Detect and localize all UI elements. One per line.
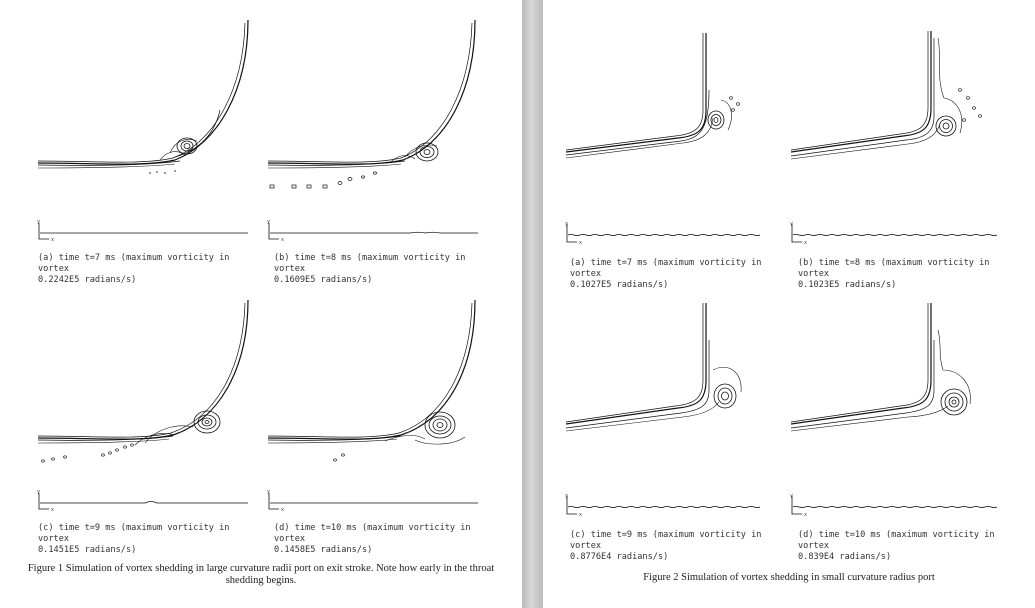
fig2-panel-c-axis <box>563 492 768 520</box>
caption-label: (c) time t=9 ms (maximum vorticity in vortex <box>38 523 230 544</box>
caption-value: 0.1023E5 radians/s) <box>798 280 897 290</box>
axis-x-glyph: x <box>804 512 808 518</box>
axis-y-glyph: y <box>267 489 271 495</box>
axis-y-glyph: y <box>565 493 569 499</box>
axis-y-glyph: y <box>790 493 794 499</box>
fig2-panel-b-plot <box>788 28 1008 173</box>
vorticity-contour-plot <box>35 15 250 190</box>
wall-strip-plot <box>788 220 1008 248</box>
wall-strip-plot <box>265 485 480 515</box>
document-page-right <box>543 0 1035 608</box>
fig1-panel-c-caption <box>38 523 258 556</box>
fig1-panel-c-plot <box>35 295 250 475</box>
caption-value: 0.1027E5 radians/s) <box>570 280 669 290</box>
axis-x-glyph: x <box>804 240 808 246</box>
figure-1-caption <box>8 563 514 587</box>
axis-x-glyph: x <box>579 512 583 518</box>
fig2-panel-d-axis <box>788 492 1008 520</box>
caption-line: shedding begins. <box>225 575 297 586</box>
fig2-panel-a-caption <box>570 258 790 291</box>
fig2-panel-a-axis <box>563 220 768 248</box>
wall-strip-plot <box>563 220 768 248</box>
axis-y-glyph: y <box>267 219 271 225</box>
axis-y-glyph: y <box>565 221 569 227</box>
fig1-panel-a-caption <box>38 253 258 286</box>
fig2-panel-a-plot <box>563 30 763 170</box>
fig1-panel-b-caption <box>274 253 494 286</box>
page-gutter <box>522 0 543 608</box>
fig2-panel-d-plot <box>788 300 1008 445</box>
caption-value: 0.839E4 radians/s) <box>798 552 892 562</box>
caption-label: (c) time t=9 ms (maximum vorticity in vortex <box>570 530 762 551</box>
vorticity-contour-plot <box>265 15 480 195</box>
vorticity-contour-plot <box>35 295 250 475</box>
vorticity-contour-plot <box>788 28 1008 173</box>
wall-strip-plot <box>563 492 768 520</box>
caption-line: Figure 2 Simulation of vortex shedding in small curvature radius port <box>643 572 935 583</box>
fig1-panel-d-plot <box>265 295 480 475</box>
axis-y-glyph: y <box>37 219 41 225</box>
vorticity-contour-plot <box>563 300 763 445</box>
fig1-panel-c-axis <box>35 485 250 515</box>
caption-value: 0.1458E5 radians/s) <box>274 545 373 555</box>
caption-label: (b) time t=8 ms (maximum vorticity in vortex <box>274 253 466 274</box>
wall-strip-plot <box>788 492 1008 520</box>
fig1-panel-d-caption <box>274 523 494 556</box>
vorticity-contour-plot <box>563 30 763 170</box>
caption-value: 0.8776E4 radians/s) <box>570 552 669 562</box>
fig1-panel-b-plot <box>265 15 480 195</box>
axis-y-glyph: y <box>790 221 794 227</box>
axis-x-glyph: x <box>51 507 55 513</box>
wall-strip-plot <box>35 215 250 245</box>
caption-value: 0.1451E5 radians/s) <box>38 545 137 555</box>
caption-label: (a) time t=7 ms (maximum vorticity in vortex <box>570 258 762 279</box>
caption-label: (a) time t=7 ms (maximum vorticity in vortex <box>38 253 230 274</box>
caption-value: 0.2242E5 radians/s) <box>38 275 137 285</box>
wall-strip-plot <box>265 215 480 245</box>
fig1-panel-a-plot <box>35 15 250 190</box>
axis-x-glyph: x <box>51 237 55 243</box>
caption-value: 0.1609E5 radians/s) <box>274 275 373 285</box>
figure-2-caption <box>543 572 1035 584</box>
vorticity-contour-plot <box>265 295 480 475</box>
fig2-panel-c-plot <box>563 300 763 445</box>
fig2-panel-d-caption <box>798 530 1018 563</box>
caption-label: (b) time t=8 ms (maximum vorticity in vortex <box>798 258 990 279</box>
caption-line: Figure 1 Simulation of vortex shedding in large curvature radii port on exit stroke. Note how early in the throat <box>27 563 495 574</box>
fig2-panel-b-caption <box>798 258 1018 291</box>
axis-x-glyph: x <box>579 240 583 246</box>
caption-label: (d) time t=10 ms (maximum vorticity in vortex <box>274 523 471 544</box>
axis-x-glyph: x <box>281 507 285 513</box>
fig2-panel-b-axis <box>788 220 1008 248</box>
fig1-panel-b-axis <box>265 215 480 245</box>
axis-y-glyph: y <box>37 489 41 495</box>
vorticity-contour-plot <box>788 300 1008 445</box>
axis-x-glyph: x <box>281 237 285 243</box>
fig2-panel-c-caption <box>570 530 790 563</box>
fig1-panel-d-axis <box>265 485 480 515</box>
fig1-panel-a-axis <box>35 215 250 245</box>
caption-label: (d) time t=10 ms (maximum vorticity in vortex <box>798 530 995 551</box>
wall-strip-plot <box>35 485 250 515</box>
